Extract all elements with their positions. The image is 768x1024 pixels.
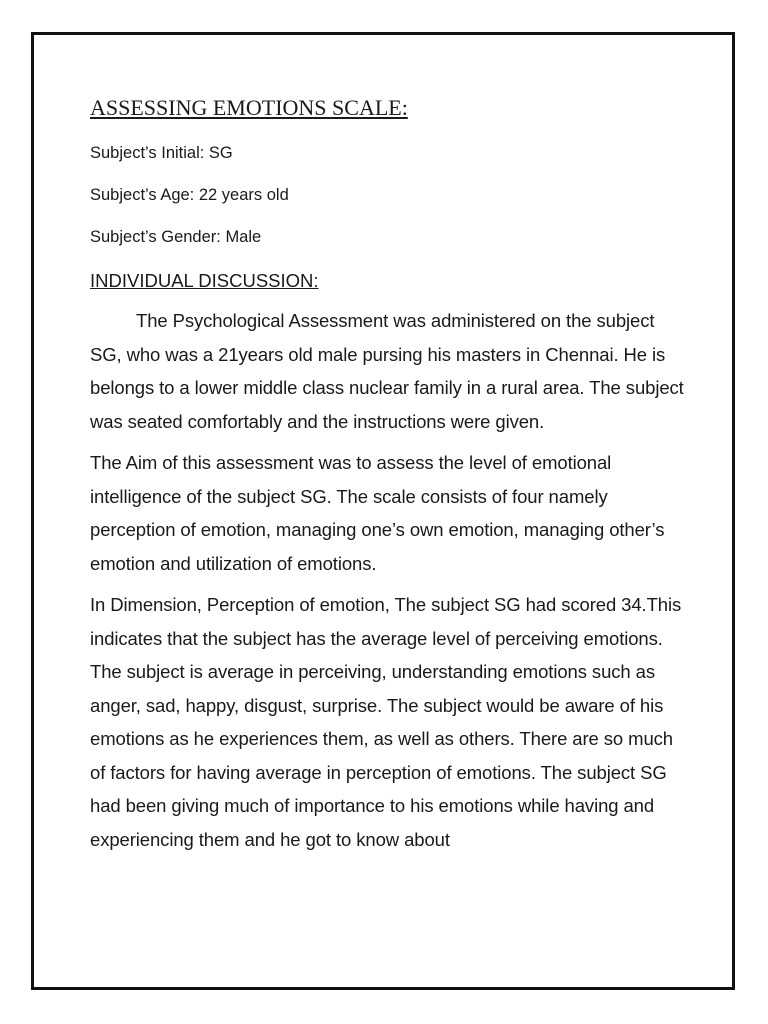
subject-initial: Subject’s Initial: SG	[90, 144, 233, 162]
paragraph-intro: The Psychological Assessment was administered on the subject SG, who was a 21years old male pursing his masters in Chennai. He is belongs to a lower middle class nuclear family in a rural area. The subject was seated comfortably and the instructions were given.	[90, 310, 684, 432]
subject-age: Subject’s Age: 22 years old	[90, 186, 289, 204]
paragraph-perception: In Dimension, Perception of emotion, The subject SG had scored 34.This indicates that the subject has the average level of perceiving emotions. The subject is average in perceiving, understanding emotions such as anger, sad, happy, disgust, surprise. The subject would be aware of his emotions as he experiences them, as well as others. There are so much of factors for having average in perception of emotions. The subject SG had been giving much of importance to his emotions while having and experiencing them and he got to know about	[90, 594, 682, 850]
paragraph-aim: The Aim of this assessment was to assess the level of emotional intelligence of the subject SG. The scale consists of four namely perception of emotion, managing one’s own emotion, managing other’s emotion and utilization of emotions.	[90, 452, 665, 574]
document-body	[90, 92, 690, 864]
document-title: ASSESSING EMOTIONS SCALE:	[90, 95, 408, 120]
section-heading: INDIVIDUAL DISCUSSION:	[90, 270, 319, 291]
subject-gender: Subject’s Gender: Male	[90, 228, 262, 246]
